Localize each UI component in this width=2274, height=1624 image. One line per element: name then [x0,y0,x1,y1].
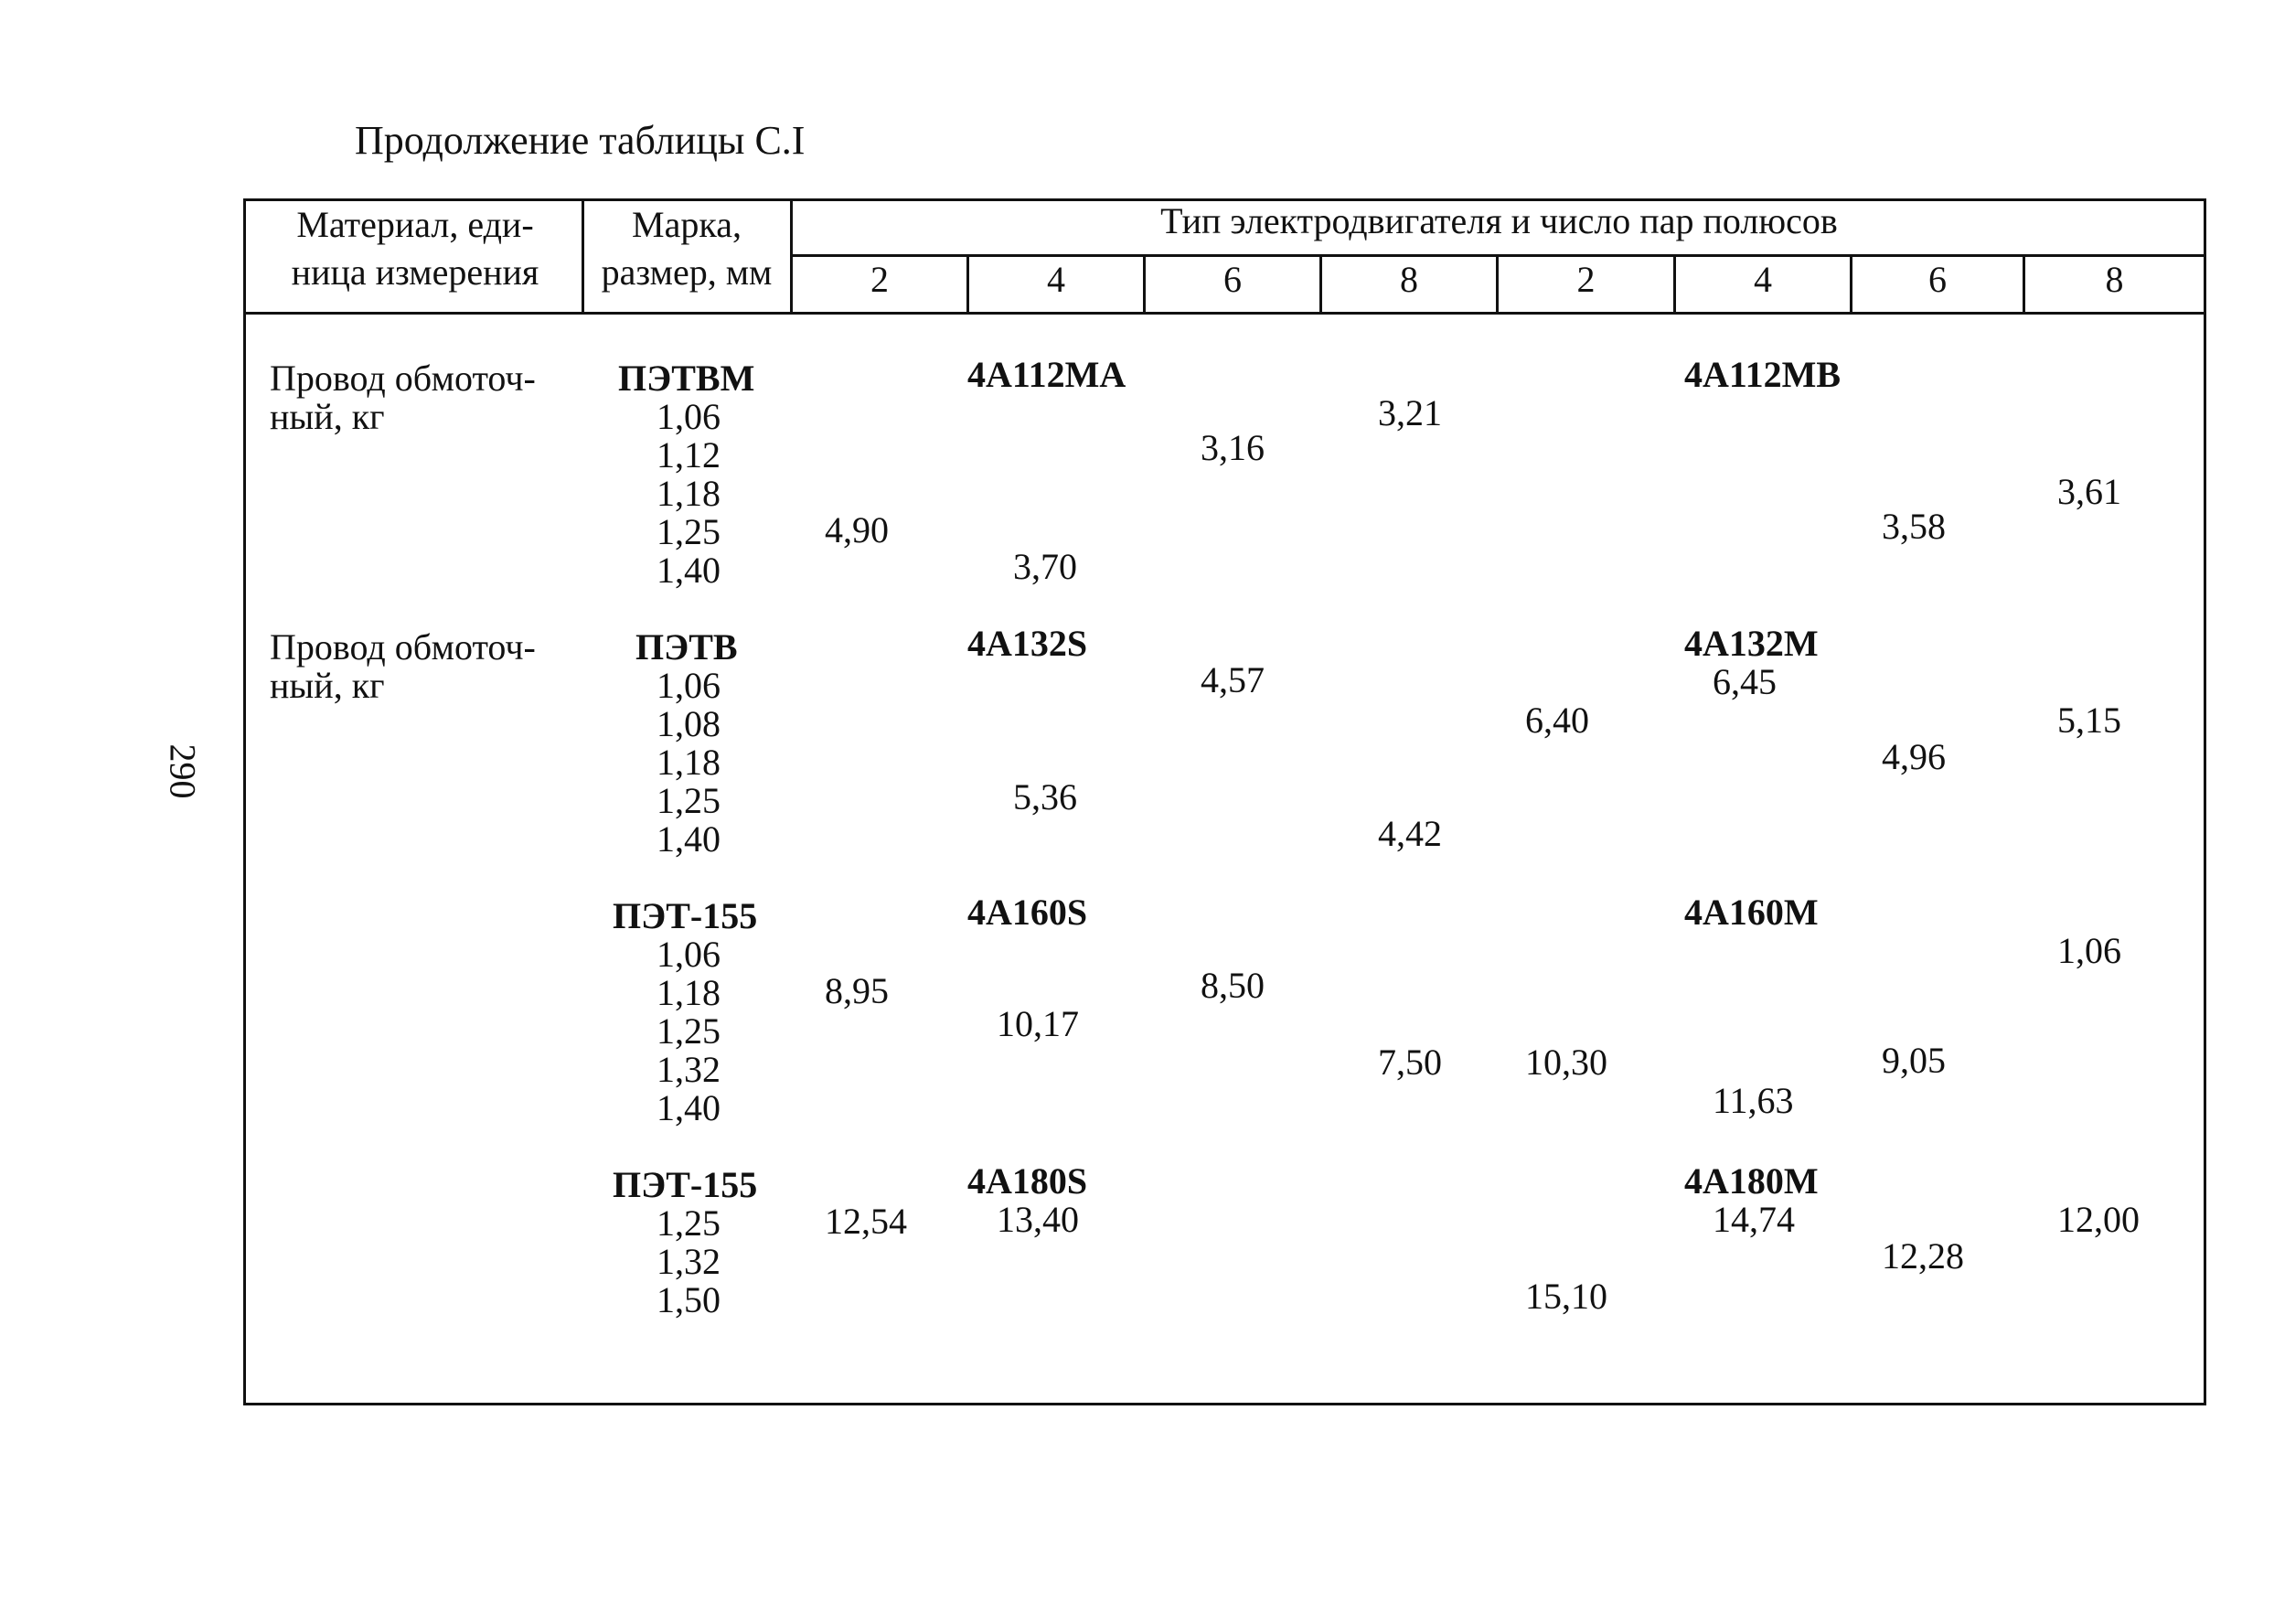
material-label: ный, кг [270,665,385,706]
table-value: 3,16 [1201,427,1265,468]
table-value: 3,61 [2057,471,2121,512]
page-number: 290 [162,743,204,799]
motor-type: 4А132М [1684,623,1819,664]
wire-size: 1,40 [657,1087,721,1128]
table-value: 4,96 [1882,736,1946,777]
table-value: 12,28 [1882,1235,1964,1277]
table-value: 3,58 [1882,506,1946,547]
table-value: 15,10 [1525,1276,1607,1317]
header-brand-line2: размер, мм [601,251,773,293]
table-frame [243,198,2206,1405]
wire-size: 1,18 [657,742,721,783]
wire-size: 1,06 [657,665,721,706]
wire-size: 1,50 [657,1279,721,1320]
table-value: 13,40 [997,1199,1079,1240]
table-value: 10,17 [997,1003,1079,1044]
material-label: Провод обмоточ- [270,626,536,668]
table-value: 11,63 [1713,1080,1794,1121]
table-value: 1,06 [2057,930,2121,971]
header-pole-count: 4 [1047,259,1065,300]
wire-size: 1,25 [657,1202,721,1244]
header-group-title: Тип электродвигателя и число пар полюсов [1160,200,1838,241]
motor-type: 4А160М [1684,892,1819,933]
divider [243,312,2206,315]
header-pole-count: 2 [1576,259,1596,300]
material-label: ный, кг [270,396,385,437]
wire-size: 1,06 [657,396,721,437]
table-value: 8,50 [1201,965,1265,1006]
table-value: 5,36 [1013,776,1077,817]
wire-size: 1,40 [657,818,721,860]
wire-size: 1,25 [657,1010,721,1052]
wire-brand: ПЭТВМ [618,358,755,399]
table-value: 5,15 [2057,700,2121,741]
header-brand-line1: Марка, [632,204,742,245]
motor-type: 4А112МВ [1684,354,1842,395]
wire-size: 1,12 [657,434,721,475]
table-value: 14,74 [1713,1199,1795,1240]
table-value: 12,54 [825,1201,907,1242]
table-value: 3,21 [1378,392,1442,433]
wire-size: 1,32 [657,1049,721,1090]
wire-size: 1,18 [657,972,721,1013]
motor-type: 4А180М [1684,1160,1819,1202]
motor-type: 4А112МА [967,354,1126,395]
material-label: Провод обмоточ- [270,358,536,399]
motor-type: 4А132S [967,623,1088,664]
wire-size: 1,06 [657,934,721,975]
wire-brand: ПЭТВ [635,626,738,668]
table-caption: Продолжение таблицы С.I [355,118,806,163]
wire-size: 1,25 [657,511,721,552]
header-pole-count: 8 [1400,259,1418,300]
wire-brand: ПЭТ-155 [613,1164,758,1205]
table-value: 6,45 [1713,661,1777,702]
header-pole-count: 8 [2105,259,2124,300]
table-value: 6,40 [1525,700,1589,741]
wire-size: 1,08 [657,703,721,744]
wire-size: 1,25 [657,780,721,821]
header-pole-count: 4 [1754,259,1772,300]
wire-brand: ПЭТ-155 [613,895,758,936]
wire-size: 1,40 [657,550,721,591]
table-value: 8,95 [825,970,889,1011]
header-material-line2: ница измерения [291,251,539,293]
table-value: 4,57 [1201,659,1265,700]
table-value: 10,30 [1525,1042,1607,1083]
wire-size: 1,18 [657,473,721,514]
table-value: 4,42 [1378,813,1442,854]
table-value: 9,05 [1882,1040,1946,1081]
table-value: 4,90 [825,509,889,550]
table-value: 3,70 [1013,546,1077,587]
header-pole-count: 6 [1223,259,1242,300]
motor-type: 4А180S [967,1160,1088,1202]
header-material-line1: Материал, еди- [296,204,534,245]
header-pole-count: 6 [1928,259,1947,300]
table-value: 12,00 [2057,1199,2140,1240]
wire-size: 1,32 [657,1241,721,1282]
motor-type: 4А160S [967,892,1088,933]
table-value: 7,50 [1378,1042,1442,1083]
header-pole-count: 2 [870,259,889,300]
